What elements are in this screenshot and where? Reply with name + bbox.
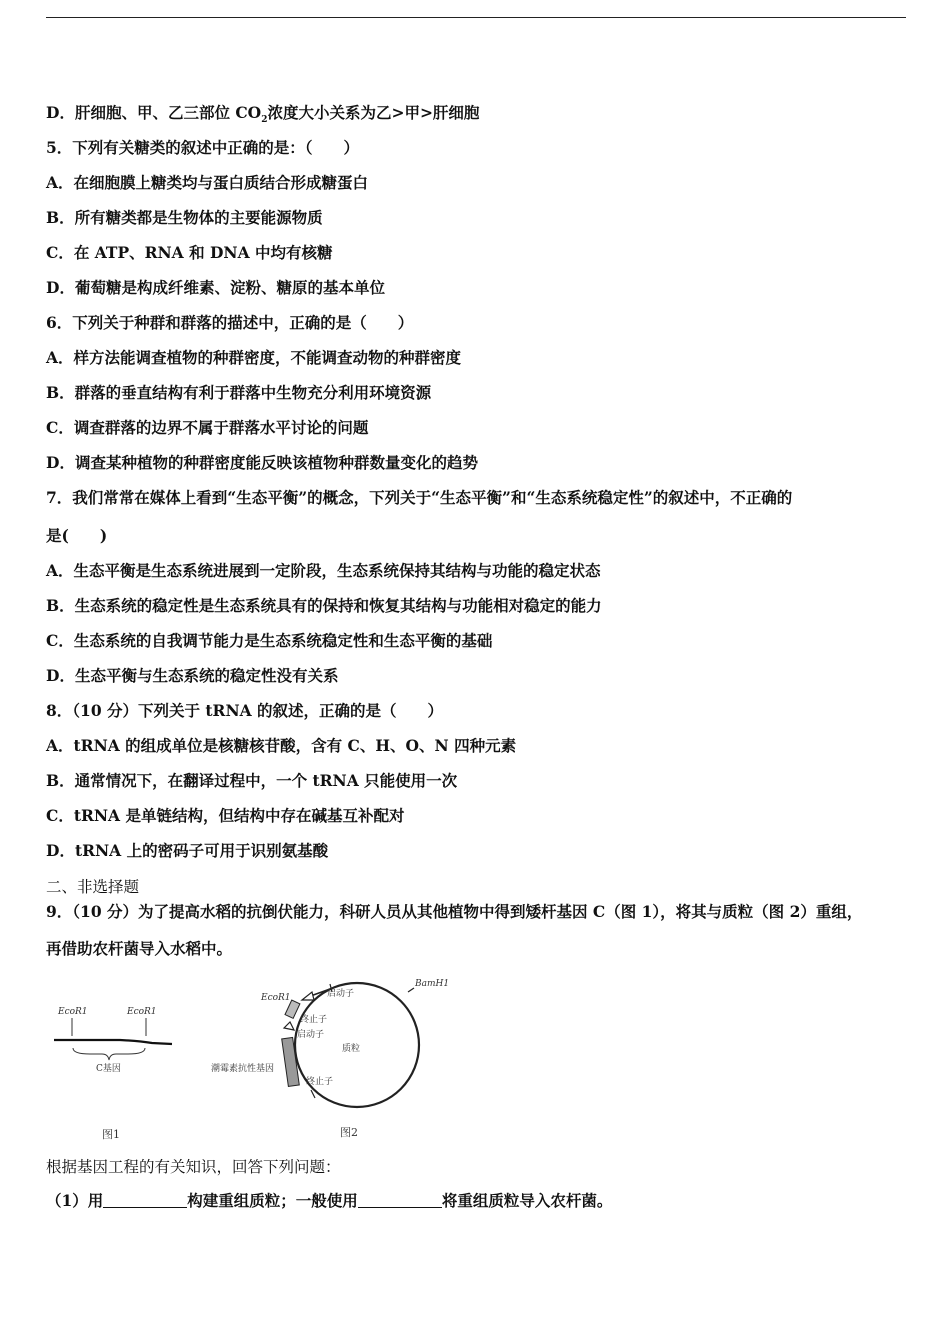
question-9-line2: 再借助农杆菌导入水稻中。: [46, 939, 233, 958]
q5-option-a: A．在细胞膜上糖类均与蛋白质结合形成糖蛋白: [46, 173, 369, 192]
q7-option-b: B．生态系统的稳定性是生态系统具有的保持和恢复其结构与功能相对稳定的能力: [46, 596, 602, 615]
fig2-promoter-top: 启动子: [327, 989, 355, 999]
q6-option-c: C．调查群落的边界不属于群落水平讨论的问题: [46, 418, 369, 437]
promoter-arrow-2: [284, 1022, 294, 1030]
question-7-line2: 是( ): [46, 526, 108, 545]
figures: [40, 970, 470, 1150]
fig2-bamhi: BamH1: [415, 979, 450, 989]
q8-option-a: A．tRNA 的组成单位是核糖核苷酸，含有 C、H、O、N 四种元素: [46, 736, 517, 755]
fig2-promoter-2: 启动子: [297, 1030, 325, 1040]
fig1-gene-label: C基因: [96, 1064, 121, 1074]
question-9-line1: 9．（10 分）为了提高水稻的抗倒伏能力，科研人员从其他植物中得到矮杆基因 C（图 1），将其与质粒（图 2）重组，: [46, 902, 863, 921]
figure-diagrams: [40, 970, 470, 1150]
q7-option-a: A．生态平衡是生态系统进展到一定阶段，生态系统保持其结构与功能的稳定状态: [46, 561, 601, 580]
fig1-ecori-left: EcoR1: [58, 1007, 88, 1017]
answer-blank-1[interactable]: [103, 1192, 187, 1208]
fig2-resistance-gene: 潮霉素抗性基因: [211, 1064, 275, 1074]
q6-option-d: D．调查某种植物的种群密度能反映该植物种群数量变化的趋势: [46, 453, 478, 472]
q4-option-d: D．肝细胞、甲、乙三部位 $CO_2$浓度大小关系为乙>甲>肝细胞: [46, 103, 480, 126]
sub-question-1: （1）用 构建重组质粒；一般使用 将重组质粒导入农杆菌。: [46, 1191, 613, 1210]
q8-option-c: C．tRNA 是单链结构，但结构中存在碱基互补配对: [46, 806, 405, 825]
question-6: 6．下列关于种群和群落的描述中，正确的是（ ）: [46, 313, 414, 332]
fig2-caption: 图2: [340, 1126, 358, 1139]
fig2-plasmid: 质粒: [342, 1044, 361, 1054]
fig1-dna-strand: [54, 1040, 172, 1044]
bamhi-site: [408, 988, 414, 992]
q7-option-d: D．生态平衡与生态系统的稳定性没有关系: [46, 666, 339, 685]
question-8: 8．（10 分）下列关于 tRNA 的叙述，正确的是（ ）: [46, 701, 444, 720]
question-5: 5．下列有关糖类的叙述中正确的是：（ ）: [46, 138, 360, 157]
section-heading: 二、非选择题: [46, 878, 140, 896]
question-7-line1: 7．我们常常在媒体上看到“生态平衡”的概念，下列关于“生态平衡”和“生态系统稳定性”的叙述中，不正确的: [46, 488, 793, 507]
fig2-terminator-2: 终止子: [306, 1077, 334, 1087]
q8-option-d: D．tRNA 上的密码子可用于识别氨基酸: [46, 841, 329, 860]
fig1-brace: [73, 1048, 145, 1060]
fig1-caption: 图1: [102, 1128, 120, 1141]
q7-option-c: C．生态系统的自我调节能力是生态系统稳定性和生态平衡的基础: [46, 631, 493, 650]
answer-blank-2[interactable]: [358, 1192, 442, 1208]
fig2-ecori: EcoR1: [261, 993, 291, 1003]
promoter-arrow-head: [302, 992, 314, 1000]
q5-option-b: B．所有糖类都是生物体的主要能源物质: [46, 208, 323, 227]
fig2-terminator-1: 终止子: [300, 1015, 328, 1025]
prompt-line: 根据基因工程的有关知识，回答下列问题：: [46, 1158, 341, 1176]
header-rule: [46, 17, 906, 18]
q5-option-c: C．在 ATP、RNA 和 DNA 中均有核糖: [46, 243, 333, 262]
q6-option-a: A．样方法能调查植物的种群密度，不能调查动物的种群密度: [46, 348, 462, 367]
q6-option-b: B．群落的垂直结构有利于群落中生物充分利用环境资源: [46, 383, 432, 402]
figure-2: [211, 979, 449, 1139]
q8-option-b: B．通常情况下，在翻译过程中，一个 tRNA 只能使用一次: [46, 771, 458, 790]
fig1-ecori-right: EcoR1: [127, 1007, 157, 1017]
figure-1: [54, 1007, 172, 1141]
q5-option-d: D．葡萄糖是构成纤维素、淀粉、糖原的基本单位: [46, 278, 385, 297]
